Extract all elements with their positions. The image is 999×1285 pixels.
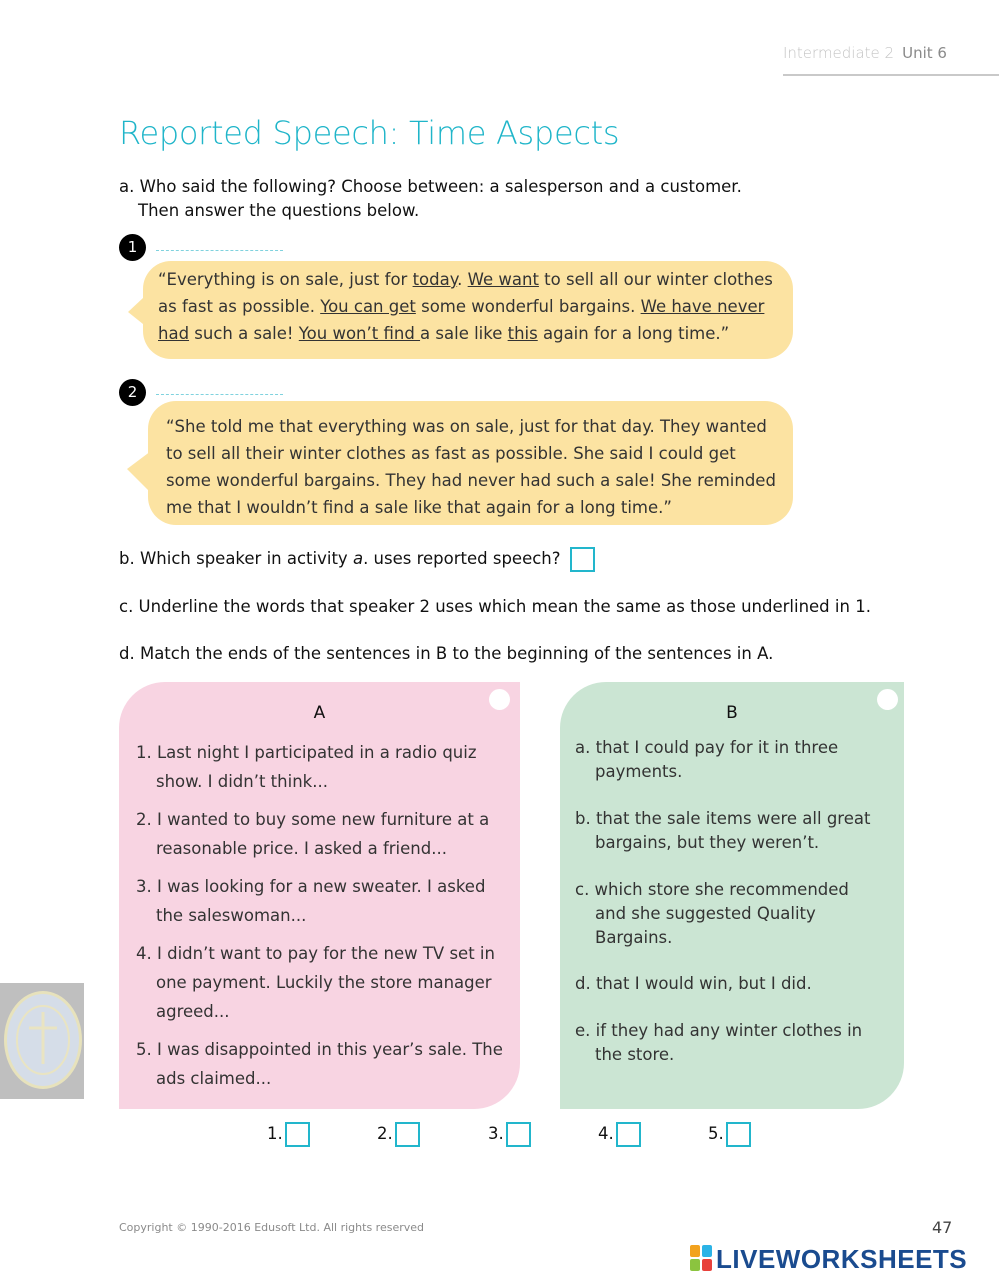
speaker-1-text: such a sale! (189, 324, 299, 343)
column-b-item: c. which store she recommended and she suggested Quality Bargains. (575, 880, 849, 947)
speaker-1-text: again for a long time.” (537, 324, 730, 343)
level-label: Intermediate 2 (783, 44, 895, 62)
speaker-1-underline: today (412, 270, 458, 289)
speaker-1-underline: We have never had (158, 297, 765, 343)
speaker-1-answer-blank[interactable] (156, 250, 283, 251)
page-title: Reported Speech: Time Aspects (119, 114, 620, 152)
instruction-b-text-end: . uses reported speech? (363, 549, 561, 568)
speaker-2-answer-blank[interactable] (156, 394, 283, 395)
instruction-b-text: b. Which speaker in activity (119, 549, 353, 568)
match-label: 5. (708, 1124, 724, 1143)
match-2-answer-box[interactable] (395, 1122, 420, 1147)
column-a-item: 1. Last night I participated in a radio quiz show. I didn’t think... (136, 743, 477, 791)
instruction-d: d. Match the ends of the sentences in B to the beginning of the sentences in A. (119, 644, 774, 663)
seal-emblem (4, 991, 82, 1089)
column-a-item: 2. I wanted to buy some new furniture at a reasonable price. I asked a friend... (136, 810, 490, 858)
speaker-2-number: 2 (119, 379, 146, 406)
speaker-2-bubble: “She told me that everything was on sale, just for that day. They wanted to sell all their winter clothes as fast as possible. She said I could get some wonderful bargains. They had never had such a sale! She reminded me that I wouldn’t find a sale like that again for a long time.” (148, 401, 793, 525)
speaker-1-number: 1 (119, 234, 146, 261)
match-5 (708, 1122, 751, 1147)
column-a-item: 5. I was disappointed in this year’s sale. The ads claimed... (136, 1040, 503, 1088)
match-label: 3. (488, 1124, 504, 1143)
match-4-answer-box[interactable] (616, 1122, 641, 1147)
match-1 (267, 1122, 310, 1147)
match-5-answer-box[interactable] (726, 1122, 751, 1147)
page-header (783, 44, 999, 76)
instruction-b-italic: a (352, 549, 364, 568)
speaker-1-bubble (143, 261, 793, 359)
speaker-1-underline: You can get (320, 297, 416, 316)
match-1-answer-box[interactable] (285, 1122, 310, 1147)
university-seal-logo (0, 983, 84, 1099)
reported-speech-answer-box[interactable] (570, 547, 595, 572)
speaker-1-underline: this (507, 324, 538, 343)
speaker-1-text: “Everything is on sale, just for (158, 270, 413, 289)
speaker-1-text: . (457, 270, 468, 289)
liveworksheets-brand[interactable] (690, 1243, 967, 1275)
match-2 (377, 1122, 420, 1147)
column-b-heading: B (726, 703, 738, 723)
copyright-notice: Copyright © 1990-2016 Edusoft Ltd. All rights reserved (119, 1221, 425, 1234)
instruction-a-line2: Then answer the questions below. (138, 201, 420, 220)
column-b-item: a. that I could pay for it in three payments. (575, 738, 839, 781)
match-label: 4. (598, 1124, 614, 1143)
match-label: 2. (377, 1124, 393, 1143)
speaker-1-text: a sale like (420, 324, 508, 343)
column-a-panel (119, 682, 520, 1109)
liveworksheets-wordmark: LIVEWORKSHEETS (716, 1243, 968, 1274)
column-a-item: 4. I didn’t want to pay for the new TV set in one payment. Luckily the store manager agreed... (136, 944, 495, 1021)
instruction-b (119, 547, 595, 572)
column-a-list (136, 738, 506, 1102)
column-b-list (575, 736, 885, 1067)
instruction-a (119, 175, 742, 223)
column-b-item: e. if they had any winter clothes in the store. (575, 1021, 863, 1064)
column-b-item: d. that I would win, but I did. (575, 974, 812, 993)
unit-label: Unit 6 (902, 44, 947, 62)
speaker-1-underline: We want (467, 270, 539, 289)
speaker-1-text: some wonderful bargains. (415, 297, 641, 316)
instruction-a-line1: a. Who said the following? Choose between: a salesperson and a customer. (119, 177, 742, 196)
column-b-item: b. that the sale items were all great bargains, but they weren’t. (575, 809, 871, 852)
match-3 (488, 1122, 531, 1147)
match-4 (598, 1122, 641, 1147)
column-a-heading: A (313, 703, 326, 723)
seal-cross-icon (7, 994, 79, 1086)
page-number: 47 (932, 1218, 953, 1237)
match-label: 1. (267, 1124, 283, 1143)
match-3-answer-box[interactable] (506, 1122, 531, 1147)
instruction-c: c. Underline the words that speaker 2 uses which mean the same as those underlined in 1. (119, 597, 871, 616)
liveworksheets-logo-icon (690, 1245, 714, 1273)
column-b-panel (560, 682, 904, 1109)
column-a-item: 3. I was looking for a new sweater. I asked the saleswoman... (136, 877, 486, 925)
speaker-1-text: to sell all our winter clothes as fast as possible. (158, 270, 773, 316)
speaker-1-underline: You won’t find (298, 324, 421, 343)
